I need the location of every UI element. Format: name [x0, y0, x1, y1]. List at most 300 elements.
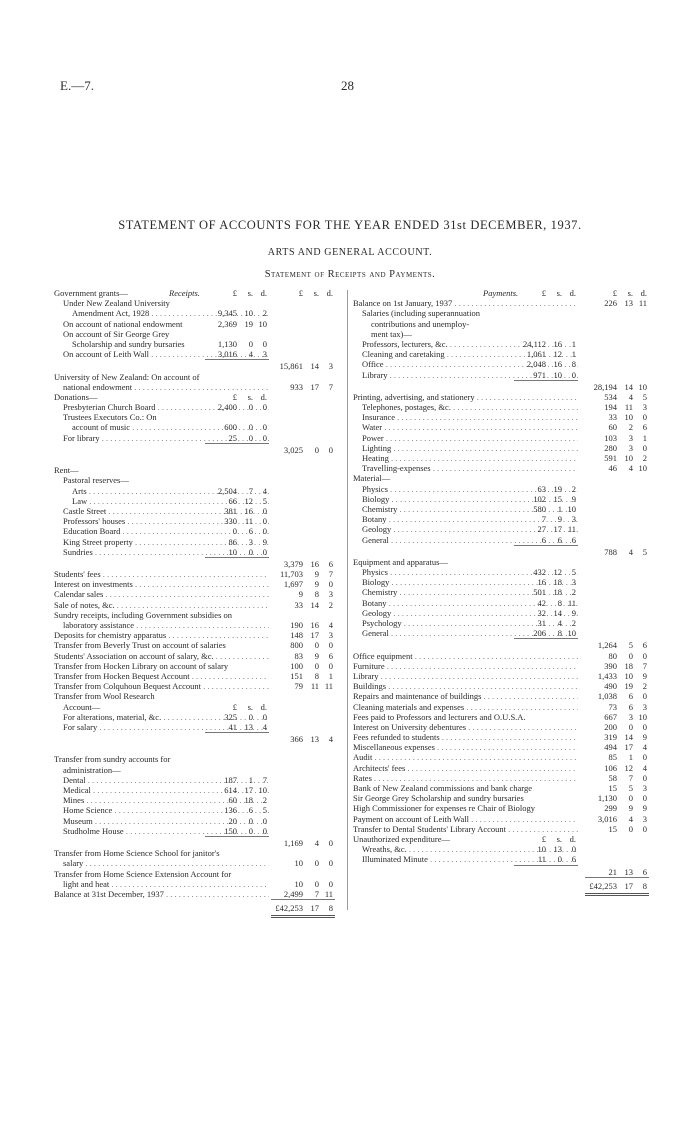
pence: 0 [328, 444, 333, 455]
pence: 5 [642, 546, 647, 557]
line-label: Dental . . . [63, 775, 269, 785]
line-label: Sundry receipts, including Government subsidies on [54, 609, 233, 620]
line-label: Transfer from Home Science Extension Account for [54, 868, 232, 879]
table-row [353, 814, 651, 824]
pence: 1 [642, 432, 647, 443]
table-row [54, 600, 343, 610]
table-row [353, 598, 651, 608]
table-row [54, 691, 343, 701]
shillings: 5 [628, 640, 633, 651]
line-label: Deposits for chemistry apparatus . . . [54, 630, 269, 640]
table-row [353, 349, 651, 359]
line-label: For alterations, material, &c. . . . [63, 712, 269, 722]
line-label: Unauthorized expenditure— [353, 833, 451, 844]
shillings: 7 [314, 888, 319, 899]
pounds: 800 [290, 640, 303, 651]
line-label: Education Board . . . [63, 526, 269, 536]
table-row [353, 773, 651, 783]
shillings: 10 [553, 369, 562, 380]
shillings: 16 [553, 359, 562, 370]
pounds: 103 [604, 432, 617, 443]
line-label: salary . . . [63, 858, 269, 868]
table-row [353, 834, 651, 844]
pounds: 60 [228, 795, 237, 806]
shillings: 6 [628, 691, 633, 702]
pounds: 27 [537, 524, 546, 535]
pounds: 206 [533, 628, 546, 639]
table-row [353, 453, 651, 463]
shillings: s. [556, 833, 562, 844]
pounds: 187 [224, 774, 237, 785]
pence: 8 [571, 359, 576, 370]
table-row [353, 824, 651, 834]
line-label: Transfer from Colquhoun Bequest Account . . . [54, 681, 269, 691]
table-row [54, 816, 343, 826]
pounds: 42 [537, 597, 546, 608]
line-label: Insurance . . . [362, 412, 578, 422]
pence: 8 [328, 903, 333, 914]
shillings: s. [247, 701, 253, 712]
shillings: 6 [248, 526, 253, 537]
shillings: 14 [624, 381, 633, 392]
pounds: 490 [604, 681, 617, 692]
pence: 2 [262, 308, 267, 319]
shillings: 8 [314, 670, 319, 681]
table-row [54, 516, 343, 526]
line-label: Library . . . [362, 370, 578, 380]
table-row [54, 372, 343, 382]
line-label: Lighting . . . [362, 443, 578, 453]
pounds: £ [541, 288, 546, 298]
table-row [54, 506, 343, 516]
table-row [353, 793, 651, 803]
shillings: 13 [310, 734, 319, 745]
pounds: 150 [224, 825, 237, 836]
pence: 5 [642, 391, 647, 402]
table-row [353, 433, 651, 443]
shillings: 17 [624, 742, 633, 753]
shillings: 8 [557, 597, 562, 608]
line-label: Transfer from Hocken Library on account of salary [54, 660, 229, 671]
pounds: 591 [604, 453, 617, 463]
table-row [54, 744, 343, 754]
pence: 0 [328, 858, 333, 869]
pounds: 432 [533, 567, 546, 578]
line-label: Castle Street . . . [63, 506, 269, 516]
shillings: 0 [314, 660, 319, 671]
pounds: 66 [228, 495, 237, 506]
pence: 0 [642, 412, 647, 423]
line-label: Transfer from Wool Research [54, 691, 155, 702]
shillings: 14 [310, 599, 319, 610]
line-label: Library . . . [353, 671, 578, 681]
shillings: 0 [248, 815, 253, 826]
line-label: Miscellaneous expenses . . . [353, 742, 578, 752]
pence: d. [260, 701, 267, 712]
pounds: 2,504 [217, 485, 237, 496]
table-row [353, 514, 651, 524]
pence: 6 [642, 640, 647, 651]
table-row [54, 661, 343, 671]
pounds: 1,433 [597, 670, 617, 681]
line-label: Balance on 1st January, 1937 . . . [353, 298, 578, 308]
line-label: Students' fees . . . [54, 569, 269, 579]
line-label: Rent— [54, 465, 79, 476]
line-label: Botany . . . [362, 598, 578, 608]
shillings: 7 [628, 772, 633, 783]
pence: 1 [571, 349, 576, 360]
line-label: Salaries (including superannuation [362, 308, 481, 319]
pence: 1 [571, 338, 576, 349]
line-label: King Street property . . . [63, 537, 269, 547]
table-row [353, 742, 651, 752]
line-label: Studholme House . . . [63, 826, 269, 836]
shillings: s. [627, 288, 633, 298]
pounds: 330 [224, 516, 237, 527]
pence: 4 [328, 620, 333, 630]
line-label: Students' Association on account of salary, &c. . . . [54, 651, 269, 661]
line-label: Illuminated Minute . . . [362, 854, 578, 864]
pounds: 136 [224, 805, 237, 816]
document-code: E.—7. [60, 78, 94, 93]
line-label: Telephones, postages, &c. . . . [362, 402, 578, 412]
pence: 0 [262, 516, 267, 527]
shillings: 0 [314, 640, 319, 651]
shillings: 17 [310, 381, 319, 392]
sum-rule [205, 836, 269, 837]
table-row [353, 671, 651, 681]
shillings: 3 [628, 442, 633, 453]
table-row [54, 445, 343, 455]
shillings: 0 [628, 721, 633, 732]
line-label: Sundries . . . [63, 547, 269, 557]
shillings: 9 [314, 579, 319, 590]
shillings: 14 [310, 361, 319, 372]
pounds: 580 [533, 503, 546, 514]
table-row [54, 486, 343, 496]
table-row [353, 535, 651, 545]
pence: d. [260, 288, 267, 298]
pounds: 1,264 [597, 640, 617, 651]
table-row [353, 463, 651, 473]
shillings: s. [313, 288, 319, 298]
pounds: 25 [228, 432, 237, 443]
shillings: 4 [557, 618, 562, 628]
shillings: 0 [248, 711, 253, 722]
shillings: 0 [248, 825, 253, 836]
table-row [54, 826, 343, 836]
table-row [353, 567, 651, 577]
pounds: 190 [290, 620, 303, 630]
pence: 11 [567, 524, 576, 535]
pence: 2 [642, 453, 647, 463]
table-row [353, 651, 651, 661]
shillings: 1 [557, 503, 562, 514]
pounds: 501 [533, 587, 546, 598]
line-label: Material— [353, 473, 391, 484]
shillings: 4 [628, 391, 633, 402]
pence: 2 [642, 681, 647, 692]
double-rule [585, 893, 649, 896]
pounds: 614 [224, 785, 237, 795]
line-label: contributions and unemploy- [371, 318, 470, 329]
pounds: 200 [604, 721, 617, 732]
pounds: 366 [290, 734, 303, 745]
table-row [54, 465, 343, 475]
shillings: 13 [624, 866, 633, 877]
table-row [54, 879, 343, 889]
pounds: 11 [537, 854, 546, 865]
pence: 2 [571, 618, 576, 628]
shillings: 7 [248, 485, 253, 496]
table-row [54, 537, 343, 547]
shillings: 14 [553, 607, 562, 618]
line-label: Cleaning materials and expenses . . . [353, 702, 578, 712]
shillings: 17 [244, 785, 253, 795]
statement-title: STATEMENT OF ACCOUNTS FOR THE YEAR ENDED 31st DECEMBER, 1937. [118, 218, 582, 232]
line-label: Interest on University debentures . . . [353, 722, 578, 732]
pence: 0 [642, 650, 647, 661]
table-row [54, 526, 343, 536]
pounds: 667 [604, 711, 617, 722]
pounds: 28,194 [593, 381, 617, 392]
shillings: 0 [628, 823, 633, 834]
sum-rule [585, 877, 649, 878]
shillings: 17 [310, 630, 319, 641]
table-row [54, 681, 343, 691]
table-row [353, 288, 651, 298]
pence: 0 [262, 432, 267, 443]
pence: 4 [262, 721, 267, 732]
line-label: Sale of notes, &c. . . . [54, 600, 269, 610]
shillings: 1 [248, 774, 253, 785]
pence: 0 [262, 825, 267, 836]
pence: 0 [642, 752, 647, 763]
table-row [353, 370, 651, 380]
table-row [54, 475, 343, 485]
line-label: For salary . . . [63, 722, 269, 732]
table-row [353, 844, 651, 854]
line-label: Geology . . . [362, 524, 578, 534]
pence: 0 [642, 823, 647, 834]
table-row [54, 455, 343, 465]
shillings: 0 [628, 793, 633, 804]
table-row [54, 702, 343, 712]
pounds: 299 [604, 803, 617, 814]
shillings: 1 [628, 752, 633, 763]
line-label: Law . . . [72, 496, 269, 506]
pence: 11 [324, 681, 333, 692]
pence: 3 [642, 402, 647, 413]
shillings: 0 [248, 338, 253, 349]
line-label: Chemistry . . . [362, 504, 578, 514]
table-row [54, 765, 343, 775]
pence: 7 [328, 569, 333, 580]
table-row [54, 433, 343, 443]
table-row [353, 661, 651, 671]
shillings: 4 [628, 813, 633, 824]
pence: 0 [328, 579, 333, 590]
line-label: On account of national endowment [63, 318, 183, 329]
pence: 10 [638, 381, 647, 392]
table-row [353, 587, 651, 597]
shillings: 18 [553, 577, 562, 588]
shillings: 16 [310, 620, 319, 630]
shillings: 18 [553, 587, 562, 598]
table-row [353, 854, 651, 864]
line-label: Biology . . . [362, 577, 578, 587]
shillings: 18 [624, 660, 633, 671]
table-row [54, 308, 343, 318]
pence: 0 [262, 815, 267, 826]
line-label: Chemistry . . . [362, 587, 578, 597]
table-row [54, 339, 343, 349]
pence: 0 [642, 793, 647, 804]
line-label: Scholarship and sundry bursaries [72, 338, 185, 349]
pounds: 280 [604, 442, 617, 453]
line-label: Equipment and apparatus— [353, 556, 448, 567]
pounds: 85 [608, 752, 617, 763]
table-row [54, 589, 343, 599]
shillings: 9 [628, 803, 633, 814]
receipts-column [54, 288, 343, 917]
pounds: 21 [608, 866, 617, 877]
pence: 0 [262, 402, 267, 413]
table-row [353, 339, 651, 349]
sum-rule [514, 380, 578, 381]
pounds: 10 [294, 878, 303, 889]
line-label: Fees refunded to students . . . [353, 732, 578, 742]
pounds: 79 [294, 681, 303, 692]
pence: 9 [571, 607, 576, 618]
pounds: 16 [537, 577, 546, 588]
table-row [353, 803, 651, 813]
shillings: s. [247, 288, 253, 298]
shillings: 16 [553, 338, 562, 349]
pounds: 83 [294, 650, 303, 661]
line-label: Physics . . . [362, 567, 578, 577]
table-row [54, 915, 343, 917]
table-row [54, 298, 343, 308]
table-row [353, 691, 651, 701]
shillings: 12 [553, 567, 562, 578]
line-label: Home Science . . . [63, 805, 269, 815]
payments-column [353, 288, 651, 895]
pounds: 600 [224, 422, 237, 433]
table-row [54, 722, 343, 732]
pounds: 3,379 [283, 558, 303, 569]
shillings: 19 [624, 681, 633, 692]
pence: 10 [258, 318, 267, 329]
line-label: administration— [63, 764, 121, 775]
pence: 0 [642, 691, 647, 702]
pounds: 194 [604, 402, 617, 413]
table-row [353, 893, 651, 895]
line-label: national endowment . . . [63, 382, 269, 392]
pence: 0 [642, 442, 647, 453]
table-row [54, 858, 343, 868]
table-row [54, 547, 343, 557]
shillings: 11 [624, 402, 633, 413]
shillings: 11 [244, 516, 253, 527]
pounds: 7 [541, 514, 546, 525]
pounds: 58 [608, 772, 617, 783]
shillings: 17 [310, 903, 319, 914]
table-row [54, 402, 343, 412]
table-row [54, 838, 343, 848]
pounds: 9,345 [217, 308, 237, 319]
shillings: 0 [314, 878, 319, 889]
table-row [54, 610, 343, 620]
pence: 0 [328, 660, 333, 671]
line-label: Water . . . [362, 422, 578, 432]
pounds: 15 [608, 823, 617, 834]
table-row [353, 681, 651, 691]
pounds: 100 [290, 660, 303, 671]
line-label: Printing, advertising, and stationery . . . [353, 392, 578, 402]
line-label: Calendar sales . . . [54, 589, 269, 599]
pounds: 80 [608, 650, 617, 661]
pounds: 226 [604, 298, 617, 309]
pence: 10 [567, 503, 576, 514]
pence: 7 [262, 774, 267, 785]
pounds: 10 [537, 844, 546, 855]
pounds: 390 [604, 660, 617, 671]
table-row [353, 879, 651, 893]
pounds: 1,038 [597, 691, 617, 702]
shillings: 16 [244, 505, 253, 516]
line-label: Furniture . . . [353, 661, 578, 671]
shillings: 10 [244, 308, 253, 319]
shillings: 15 [553, 493, 562, 504]
table-row [353, 763, 651, 773]
table-row [54, 869, 343, 879]
pence: 3 [642, 813, 647, 824]
pence: d. [260, 391, 267, 402]
pence: 4 [642, 762, 647, 773]
pence: d. [326, 288, 333, 298]
shillings: 10 [624, 453, 633, 463]
pounds: 10 [228, 546, 237, 557]
pence: 5 [262, 495, 267, 506]
line-label: account of music . . . [72, 422, 269, 432]
shillings: 0 [314, 858, 319, 869]
pounds: 1,130 [217, 338, 237, 349]
pence: 4 [328, 734, 333, 745]
pounds: £42,253 [275, 903, 303, 914]
pounds: 102 [533, 493, 546, 504]
line-label: Presbyterian Church Board . . . [63, 402, 269, 412]
table-row [54, 754, 343, 764]
pence: 9 [642, 670, 647, 681]
pence: 10 [638, 711, 647, 722]
line-label: University of New Zealand: On account of [54, 371, 200, 382]
pence: 0 [571, 369, 576, 380]
pence: 3 [571, 577, 576, 588]
pence: 0 [642, 772, 647, 783]
table-row [54, 422, 343, 432]
pounds: 24,112 [522, 338, 546, 349]
pence: 11 [324, 888, 333, 899]
line-label: Donations— [54, 391, 98, 402]
pence: 10 [258, 785, 267, 795]
pence: 2 [571, 587, 576, 598]
pence: 3 [328, 630, 333, 641]
pounds: 788 [604, 546, 617, 557]
table-row [54, 795, 343, 805]
pence: 3 [642, 701, 647, 712]
table-row [353, 402, 651, 412]
